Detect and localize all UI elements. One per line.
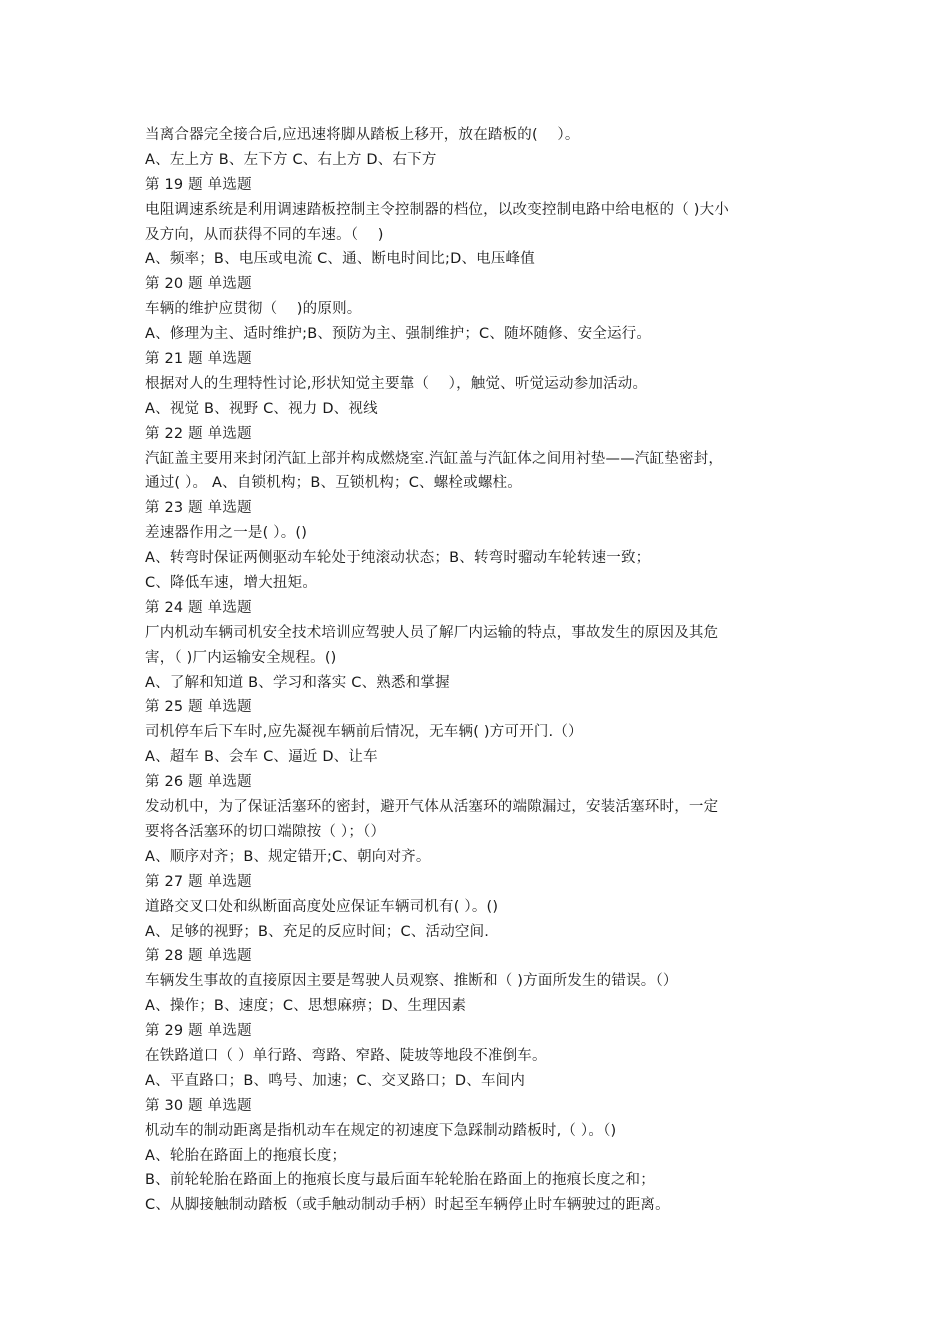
question-heading: 第 30 题 单选题 [145,1097,252,1114]
text-line: A、视觉 B、视野 C、视力 D、视线 [145,400,378,417]
text-line: A、顺序对齐；B、规定错开;C、朝向对齐。 [145,848,431,865]
text-line: A、足够的视野；B、充足的反应时间；C、活动空间. [145,923,490,940]
question-heading: 第 25 题 单选题 [145,699,252,716]
text-line: C、降低车速，增大扭矩。 [145,575,318,592]
question-heading: 第 21 题 单选题 [145,351,252,368]
question-heading: 第 19 题 单选题 [145,176,252,193]
text-line: 及方向，从而获得不同的车速。（ ) [145,226,384,243]
text-line: 发动机中，为了保证活塞环的密封，避开气体从活塞环的端隙漏过，安装活塞环时，一定 [145,799,719,816]
text-line: A、超车 B、会车 C、逼近 D、让车 [145,749,378,766]
text-line: A、了解和知道 B、学习和落实 C、熟悉和掌握 [145,674,450,691]
text-line: 通过( ）。 A、自锁机构；B、互锁机构；C、螺栓或螺柱。 [145,475,522,492]
question-heading: 第 24 题 单选题 [145,599,252,616]
text-line: 车辆的维护应贯彻（ )的原则。 [145,301,362,318]
text-line: A、左上方 B、左下方 C、右上方 D、右下方 [145,151,437,168]
question-heading: 第 27 题 单选题 [145,873,252,890]
question-heading: 第 28 题 单选题 [145,948,252,965]
question-heading: 第 22 题 单选题 [145,425,252,442]
question-heading: 第 20 题 单选题 [145,276,252,293]
text-line: 机动车的制动距离是指机动车在规定的初速度下急踩制动踏板时,（ ）。（) [145,1122,617,1139]
question-heading: 第 23 题 单选题 [145,500,252,517]
text-line: A、操作；B、速度；C、思想麻痹；D、生理因素 [145,998,467,1015]
document-body [145,123,815,1218]
question-heading: 第 29 题 单选题 [145,1023,252,1040]
text-line: 车辆发生事故的直接原因主要是驾驶人员观察、推断和（ )方面所发生的错误。（） [145,973,678,990]
text-line: 厂内机动车辆司机安全技术培训应驾驶人员了解厂内运输的特点，事故发生的原因及其危 [145,624,719,641]
question-heading: 第 26 题 单选题 [145,774,252,791]
text-line: 汽缸盖主要用来封闭汽缸上部并构成燃烧室.汽缸盖与汽缸体之间用衬垫——汽缸垫密封， [145,450,724,467]
text-line: 电阻调速系统是利用调速踏板控制主令控制器的档位，以改变控制电路中给电枢的（ )大小 [145,201,729,218]
text-line: A、轮胎在路面上的拖痕长度； [145,1147,347,1164]
text-line: 在铁路道口（ ）单行路、弯路、窄路、陡坡等地段不准倒车。 [145,1047,547,1064]
text-line: 司机停车后下车时,应先凝视车辆前后情况，无车辆( )方可开门.（） [145,724,583,741]
text-line: A、平直路口；B、鸣号、加速；C、交叉路口；D、车间内 [145,1072,526,1089]
text-line: C、从脚接触制动踏板（或手触动制动手柄）时起至车辆停止时车辆驶过的距离。 [145,1197,670,1214]
text-line: 害，（ )厂内运输安全规程。() [145,649,337,666]
text-line: 当离合器完全接合后,应迅速将脚从踏板上移开，放在踏板的( ）。 [145,127,580,143]
text-line: 要将各活塞环的切口端隙按（ ）；（） [145,823,386,840]
text-line: 道路交叉口处和纵断面高度处应保证车辆司机有( ）。() [145,898,499,915]
text-line: B、前轮轮胎在路面上的拖痕长度与最后面车轮轮胎在路面上的拖痕长度之和； [145,1172,655,1189]
text-line: A、频率；B、电压或电流 C、通、断电时间比;D、电压峰值 [145,251,535,268]
text-line: A、转弯时保证两侧驱动车轮处于纯滚动状态；B、转弯时骝动车轮转速一致； [145,550,651,567]
text-line: A、修理为主、适时维护;B、预防为主、强制维护；C、随坏随修、安全运行。 [145,326,652,343]
text-line: 差速器作用之一是( ）。() [145,525,308,542]
text-line: 根据对人的生理特性讨论,形状知觉主要靠（ ），触觉、听觉运动参加活动。 [145,375,648,392]
